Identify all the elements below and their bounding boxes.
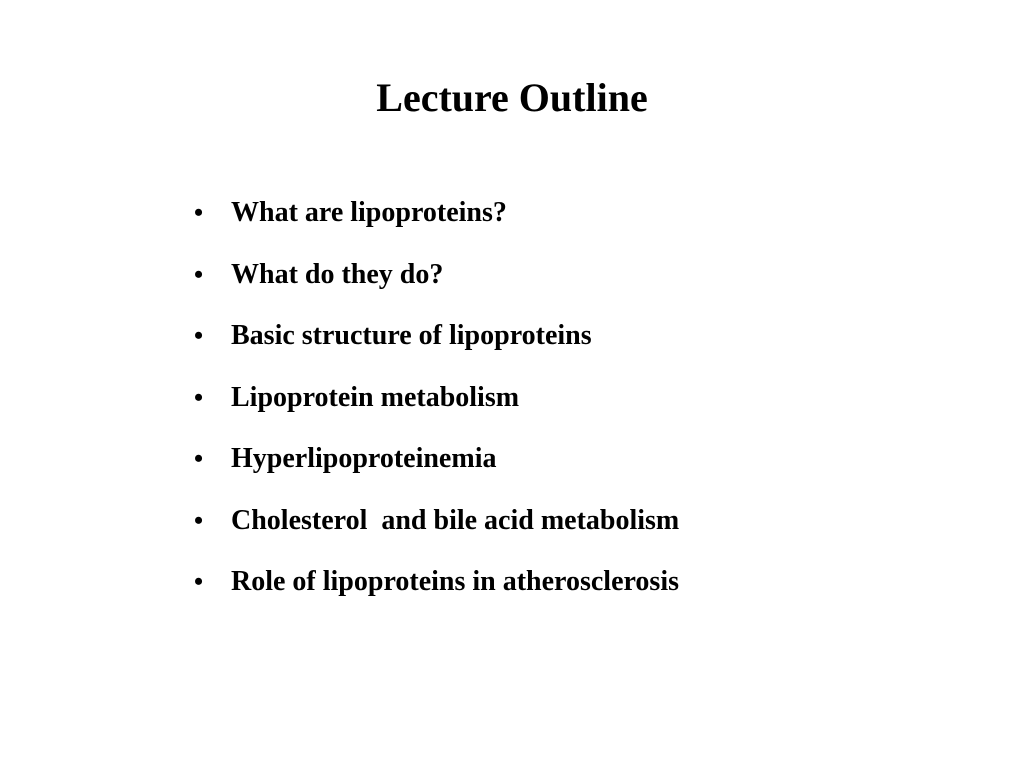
outline-item [186,503,679,565]
outline-item [186,318,679,380]
bullet-icon: • [194,321,204,350]
outline-item-text: Lipoprotein metabolism [231,381,520,413]
bullet-icon: • [194,259,204,289]
outline-item-text: Role of lipoproteins in atherosclerosis [231,566,679,597]
bullet-icon: • [194,444,204,473]
outline-item [186,195,679,257]
bullet-icon: • [194,382,204,412]
outline-item-text: Basic structure of lipoproteins [231,320,592,351]
outline-item [186,564,679,626]
bullet-icon: • [194,505,204,535]
bullet-icon: • [194,198,204,227]
outline-item-text: Hyperlipoproteinemia [231,443,497,474]
outline-list [186,195,679,626]
slide-title: Lecture Outline [376,75,648,120]
outline-item-text: Cholesterol and bile acid metabolism [231,504,680,536]
outline-item [186,257,679,319]
outline-item-text: What are lipoproteins? [231,197,507,228]
outline-item-text: What do they do? [231,258,444,290]
bullet-icon: • [194,567,204,596]
outline-item [186,380,679,442]
outline-item [186,441,679,503]
